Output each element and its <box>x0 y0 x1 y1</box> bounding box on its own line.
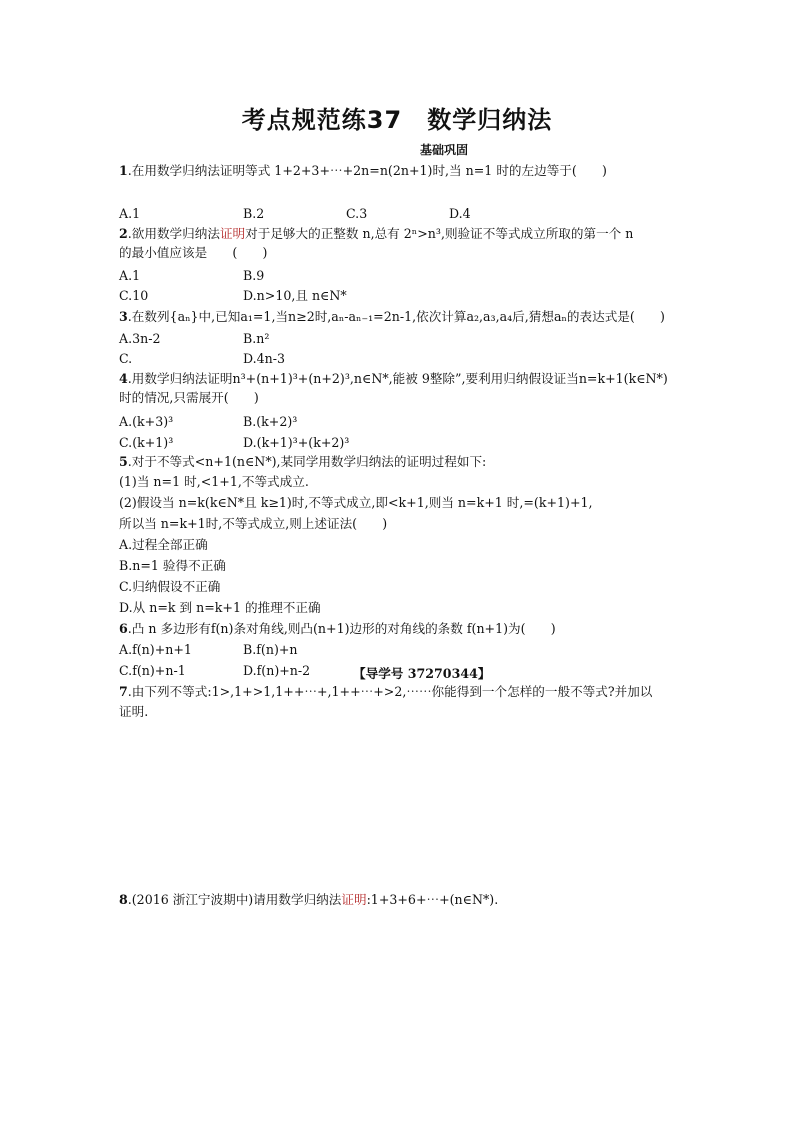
question-5-step-2: (2)假设当 n=k(k∈N*且 k≥1)时,不等式成立,即<k+1,则当 n=k+1 时,=(k+1)+1, <box>119 495 593 510</box>
question-number: 3 <box>119 309 128 324</box>
q4-option-b: B.(k+2)³ <box>243 414 298 429</box>
q1-option-a: A.1 <box>119 206 141 221</box>
question-text: .凸 n 多边形有f(n)条对角线,则凸(n+1)边形的对角线的条数 f(n+1)为( ) <box>127 621 556 636</box>
highlight-word: 证明 <box>219 226 246 241</box>
question-text: .由下列不等式:1>,1+>1,1++⋯+,1++⋯+>2,⋯⋯你能得到一个怎样的一般不等式?并加以 <box>127 684 653 699</box>
question-1 <box>119 163 607 179</box>
q5-option-c: C.归纳假设不正确 <box>119 579 221 594</box>
q4-option-a: A.(k+3)³ <box>119 414 174 429</box>
question-8 <box>119 892 498 908</box>
q1-option-c: C.3 <box>346 206 368 221</box>
question-2 <box>119 226 633 242</box>
question-text-pre: .欲用数学归纳法 <box>127 226 220 241</box>
q4-option-d: D.(k+1)³+(k+2)³ <box>243 435 350 450</box>
question-4-line-2: 时的情况,只需展开( ) <box>119 390 259 405</box>
question-5 <box>119 454 486 470</box>
q3-option-a: A.3n-2 <box>119 331 161 346</box>
question-5-conclusion: 所以当 n=k+1时,不等式成立,则上述证法( ) <box>119 516 388 531</box>
q3-option-c: C. <box>119 351 133 366</box>
question-number: 6 <box>119 621 128 636</box>
q5-option-b: B.n=1 验得不正确 <box>119 558 226 573</box>
question-number: 5 <box>119 454 128 469</box>
q4-option-c: C.(k+1)³ <box>119 435 174 450</box>
q3-option-b: B.n² <box>243 331 270 346</box>
q5-option-a: A.过程全部正确 <box>119 537 208 552</box>
question-7 <box>119 684 652 700</box>
question-4 <box>119 371 668 387</box>
question-text: .在数列{aₙ}中,已知a₁=1,当n≥2时,aₙ-aₙ₋₁=2n-1,依次计算a₂,a₃,a₄后,猜想aₙ的表达式是( ) <box>127 309 665 324</box>
q2-option-a: A.1 <box>119 268 141 283</box>
page-title: 考点规范练37 数学归纳法 <box>241 106 553 134</box>
question-number: 4 <box>119 371 128 386</box>
q1-option-b: B.2 <box>243 206 265 221</box>
question-text-pre: .(2016 浙江宁波期中)请用数学归纳法 <box>127 892 342 907</box>
question-text: .对于不等式<n+1(n∈N*),某同学用数学归纳法的证明过程如下: <box>127 454 487 469</box>
q6-option-d: D.f(n)+n-2 <box>243 663 311 678</box>
question-text: .用数学归纳法证明n³+(n+1)³+(n+2)³,n∈N*,能被 9整除”,要利用归纳假设证当n=k+1(k∈N*) <box>127 371 668 386</box>
question-3 <box>119 309 665 325</box>
question-number: 1 <box>119 163 128 178</box>
question-number: 8 <box>119 892 128 907</box>
q6-option-b: B.f(n)+n <box>243 642 298 657</box>
question-number: 2 <box>119 226 128 241</box>
q5-option-d: D.从 n=k 到 n=k+1 的推理不正确 <box>119 600 321 615</box>
q1-option-d: D.4 <box>449 206 471 221</box>
q2-option-b: B.9 <box>243 268 265 283</box>
question-6 <box>119 621 556 637</box>
q3-option-d: D.4n-3 <box>243 351 286 366</box>
highlight-word: 证明 <box>341 892 367 907</box>
q2-option-c: C.10 <box>119 288 149 303</box>
section-heading: 基础巩固 <box>420 143 469 157</box>
question-text-post: 对于足够大的正整数 n,总有 2ⁿ>n³,则验证不等式成立所取的第一个 n <box>245 226 634 241</box>
guide-number-tag: 【导学号 37270344】 <box>353 666 491 681</box>
question-2-line-2: 的最小值应该是 ( ) <box>119 245 268 260</box>
question-text: .在用数学归纳法证明等式 1+2+3+⋯+2n=n(2n+1)时,当 n=1 时的左边等于( ) <box>127 163 607 178</box>
q2-option-d: D.n>10,且 n∈N* <box>243 288 347 303</box>
question-5-step-1: (1)当 n=1 时,<1+1,不等式成立. <box>119 474 309 489</box>
q6-option-a: A.f(n)+n+1 <box>119 642 192 657</box>
q6-option-c: C.f(n)+n-1 <box>119 663 186 678</box>
question-number: 7 <box>119 684 128 699</box>
question-7-line-2: 证明. <box>119 704 149 719</box>
question-text-post: :1+3+6+⋯+(n∈N*). <box>366 892 499 907</box>
